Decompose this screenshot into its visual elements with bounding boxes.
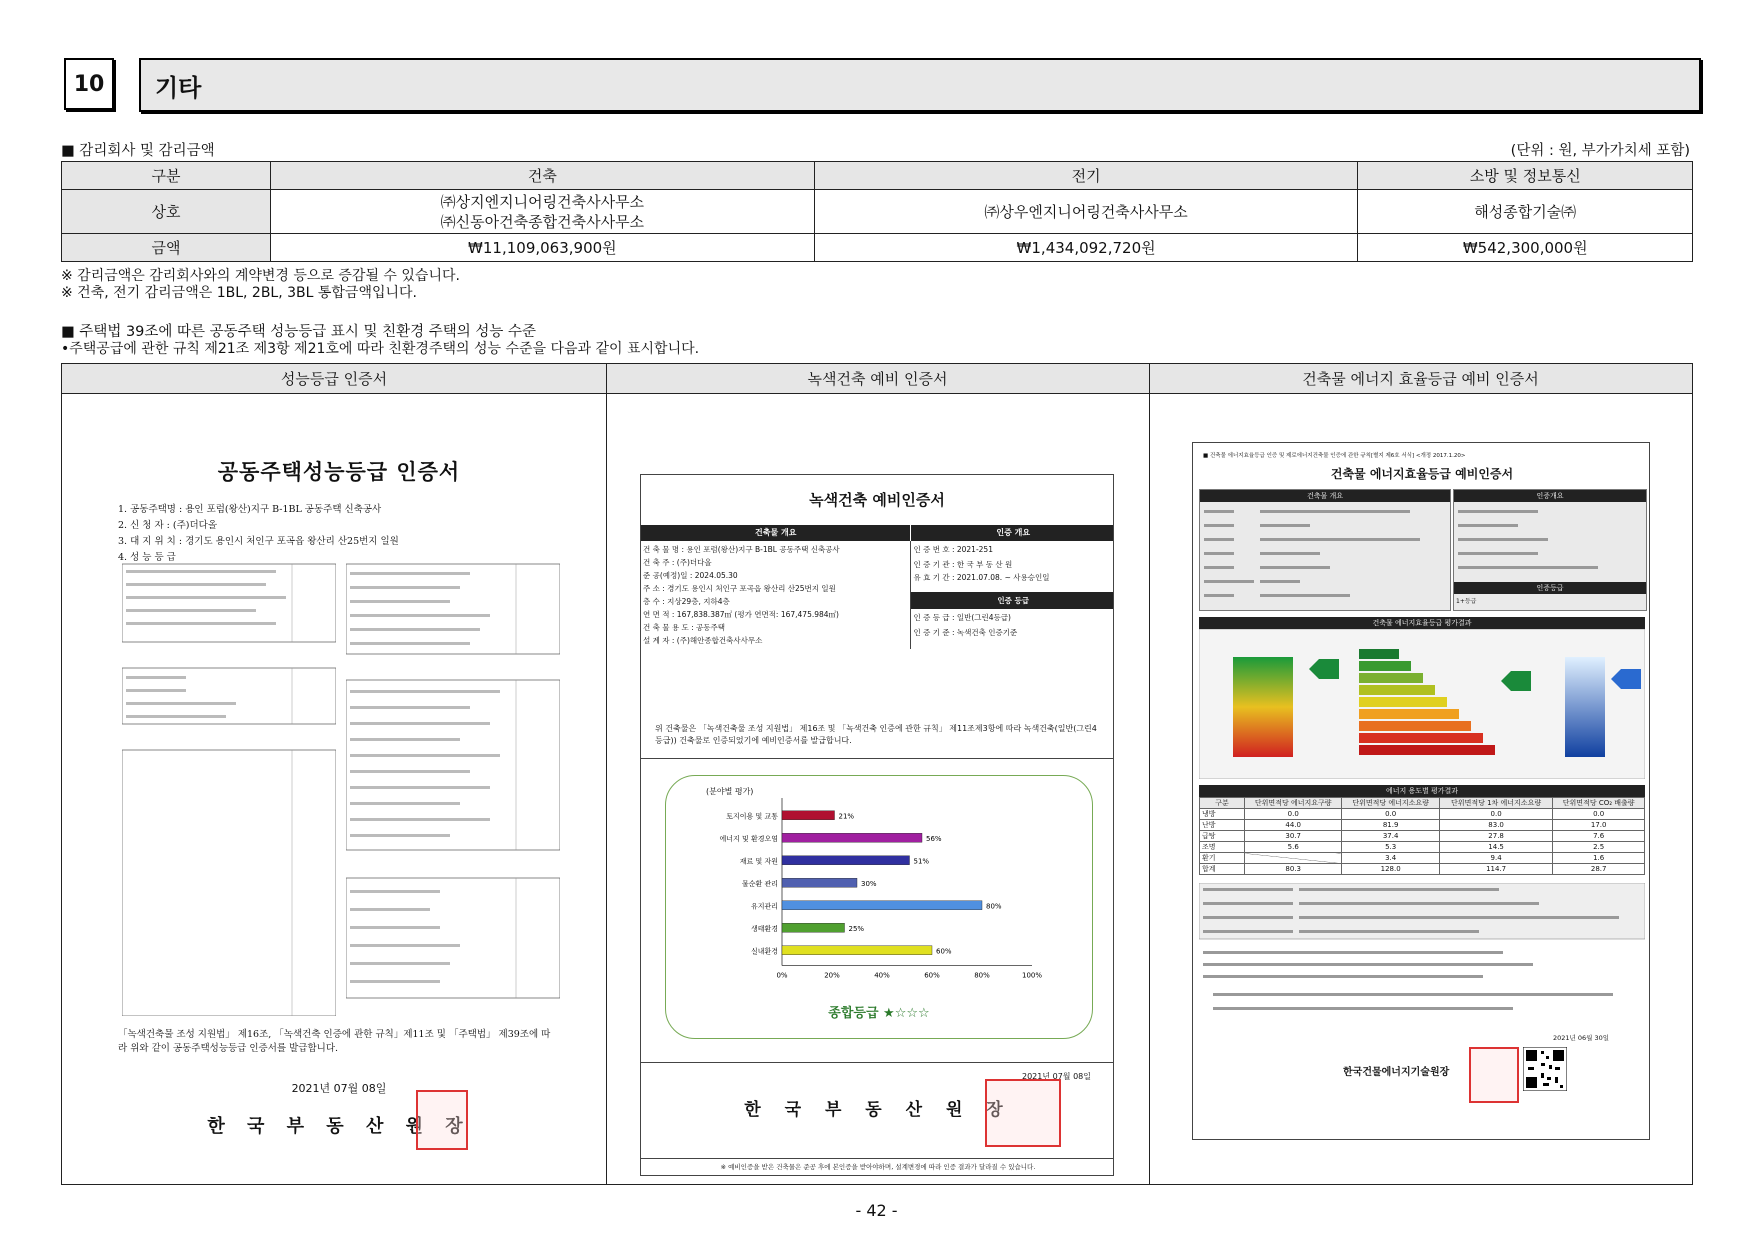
header-category: 구분: [62, 162, 271, 190]
cert2-cert-line: 인 증 등 급 : 일반(그린4등급): [913, 613, 1011, 622]
cert3-issuer: 한국건물에너지기술원장: [1343, 1067, 1450, 1078]
table-cell: 81.9: [1342, 820, 1439, 831]
table-cell: 조명: [1200, 842, 1245, 853]
energy-efficiency-certificate: [1192, 442, 1650, 1140]
cert2-cert-line: 유 효 기 간 : 2021.07.08. ~ 사용승인일: [913, 573, 1050, 582]
table-row: [1200, 864, 1645, 875]
category-label: 토지이용 및 교통: [726, 812, 778, 821]
bar-value-label: 80%: [986, 902, 1002, 911]
divider: [606, 364, 607, 1184]
table-cell: 단위면적당 에너지소요량: [1342, 798, 1439, 809]
cert2-issuer: 한 국 부 동 산 원 장: [744, 1100, 1012, 1120]
table-cell: [1245, 853, 1342, 864]
qr-code-icon: [1523, 1047, 1567, 1091]
bar-value-label: 51%: [913, 857, 930, 866]
cert1-title: 공동주택성능등급 인증서: [217, 460, 461, 484]
performance-subheading: •주택공급에 관한 규칙 제21조 제3항 제21호에 따라 친환경주택의 성능 수준을 다음과 같이 표시합니다.: [61, 341, 700, 357]
cert2-overview-line: 준 공(예정)일 : 2024.05.30: [643, 571, 738, 580]
page-number: - 42 -: [855, 1201, 898, 1220]
table-row: [1200, 831, 1645, 842]
supervision-heading: ■ 감리회사 및 감리금액: [61, 143, 215, 159]
bar: [782, 946, 932, 955]
category-label: 유지관리: [750, 902, 778, 911]
arch-company-2: ㈜신동아건축종합건축사사무소: [440, 212, 645, 231]
x-tick-label: 20%: [824, 971, 840, 980]
official-seal-icon: [416, 1090, 468, 1150]
table-cell: 2.5: [1553, 842, 1645, 853]
table-cell: 3.4: [1342, 853, 1439, 864]
cert2-overview-line: 건 축 물 용 도 : 공동주택: [643, 623, 726, 632]
header-architecture: 건축: [271, 162, 815, 190]
table-cell: 환기: [1200, 853, 1245, 864]
table-cell: 9.4: [1439, 853, 1552, 864]
table-cell: 단위면적당 에너지요구량: [1245, 798, 1342, 809]
usage-table: [1199, 797, 1645, 875]
category-label: 실내환경: [750, 947, 778, 956]
performance-headings: [61, 324, 699, 358]
fire-amount: ₩542,300,000원: [1358, 234, 1693, 262]
cert1-line: 1. 공동주택명 : 용인 포럼(왕산)지구 B-1BL 공동주택 신축공사: [118, 504, 382, 515]
elec-amount: ₩1,434,092,720원: [814, 234, 1358, 262]
cert2-cert-line: 인 증 기 관 : 한 국 부 동 산 원: [913, 560, 1013, 569]
table-cell: 5.3: [1342, 842, 1439, 853]
bar-value-label: 56%: [926, 834, 942, 843]
cert2-grade-head: 인증 등급: [911, 592, 1114, 609]
bar-value-label: 25%: [848, 924, 865, 933]
cert2-cert-line: 인 증 기 준 : 녹색건축 인증기준: [913, 628, 1018, 637]
performance-certificate: [108, 438, 570, 1168]
divider: [1149, 364, 1150, 1184]
green-building-certificate: [640, 474, 1114, 1176]
section-title: 기타: [139, 58, 1701, 112]
table-cell: 단위면적당 1차 에너지소요량: [1439, 798, 1552, 809]
arch-amount: ₩11,109,063,900원: [271, 234, 815, 262]
cert2-overview-line: 건 축 물 명 : 용인 포럼(왕산)지구 B-1BL 공동주택 신축공사: [643, 545, 840, 554]
table-row: [1200, 853, 1645, 864]
table-row: [1200, 820, 1645, 831]
table-cell: 30.7: [1245, 831, 1342, 842]
bar-value-label: 30%: [861, 879, 877, 888]
total-grade: 종합등급 ★☆☆☆: [828, 1006, 930, 1021]
cert3-top-note: ■ 건축물 에너지효율등급 인증 및 제로에너지건축물 인증에 관한 규칙[별지 제6호 서식] <개정 2017.1.20>: [1203, 453, 1466, 459]
cert1-line: 2. 신 청 자 : (주)더다올: [118, 520, 218, 531]
cert2-date: 2021년 07월 08일: [1022, 1072, 1091, 1081]
table-cell: 44.0: [1245, 820, 1342, 831]
cert3-overview-head: 건축물 개요: [1200, 490, 1450, 502]
bar: [782, 901, 982, 910]
cert2-overview-head: 건축물 개요: [641, 525, 910, 541]
table-row: [1200, 798, 1645, 809]
table-cell: 5.6: [1245, 842, 1342, 853]
section-number: 10: [64, 58, 114, 110]
cert3-cert-head: 인증개요: [1454, 490, 1646, 502]
table-cell: 0.0: [1439, 809, 1552, 820]
note-1: ※ 감리금액은 감리회사와의 계약변경 등으로 증감될 수 있습니다.: [61, 268, 460, 284]
bar-value-label: 21%: [838, 812, 855, 821]
bar: [782, 856, 910, 865]
bar-value-label: 60%: [936, 947, 952, 956]
divider: [641, 1158, 1114, 1159]
cert3-overview: [1199, 489, 1451, 611]
cert3-title: 건축물 에너지효율등급 예비인증서: [1330, 467, 1514, 481]
bar: [782, 923, 845, 932]
cert2-cert-head: 인증 개요: [910, 525, 1114, 541]
grade-tables-left: [122, 556, 336, 1016]
table-cell: 1.6: [1553, 853, 1645, 864]
amount-label: 금액: [62, 234, 271, 262]
category-label: 물순환 관리: [741, 879, 778, 888]
category-label: 생태환경: [750, 924, 778, 933]
table-cell: 28.7: [1553, 864, 1645, 875]
table-cell: 17.0: [1553, 820, 1645, 831]
cert1-date: 2021년 07월 08일: [291, 1082, 387, 1095]
cert2-overview-line: 층 수 : 지상29층, 지하4층: [643, 597, 730, 606]
unit-label: (단위 : 원, 부가가치세 포함): [1510, 143, 1690, 159]
divider: [641, 758, 1114, 759]
table-cell: 구분: [1200, 798, 1245, 809]
certificate-table: [61, 363, 1693, 1185]
x-tick-label: 60%: [924, 971, 940, 980]
cert1-line: 3. 대 지 위 치 : 경기도 용인시 처인구 포곡읍 왕산리 산25번지 일원: [118, 536, 399, 547]
arch-company-1: ㈜상지엔지니어링건축사사무소: [440, 192, 645, 211]
table-cell: 83.0: [1439, 820, 1552, 831]
category-label: 에너지 및 환경오염: [719, 834, 778, 843]
notes-block: [1199, 883, 1645, 1023]
supervision-table: [61, 161, 1693, 262]
x-tick-label: 80%: [974, 971, 990, 980]
bar: [782, 878, 857, 887]
col-performance-cert: 성능등급 인증서: [62, 364, 606, 394]
fire-company: 해성종합기술㈜: [1358, 190, 1693, 234]
cert3-usage-head: 에너지 용도별 평가결과: [1199, 785, 1645, 797]
cert2-statement: 위 건축물은 「녹색건축물 조성 지원법」 제16조 및 「녹색건축 인증에 관한 규칙」 제11조제3항에 따라 녹색건축(일반(그린4등급)) 건축물로 인증되었기에 예비인증서를 발급합니다.: [655, 724, 1097, 745]
supervision-notes: [61, 268, 460, 302]
table-cell: 0.0: [1553, 809, 1645, 820]
cert2-footnote: ※ 예비인증을 받은 건축물은 준공 후에 본인증을 받아야하며, 설계변경에 따라 인증 결과가 달라질 수 있습니다.: [720, 1163, 1036, 1171]
company-row: [62, 190, 1693, 234]
elec-company: ㈜상우엔지니어링건축사사무소: [814, 190, 1358, 234]
table-cell: 급탕: [1200, 831, 1245, 842]
divider: [641, 1062, 1114, 1063]
table-cell: 114.7: [1439, 864, 1552, 875]
bar: [782, 833, 922, 842]
table-row: [1200, 842, 1645, 853]
amount-row: [62, 234, 1693, 262]
x-tick-label: 0%: [776, 971, 788, 980]
table-cell: 37.4: [1342, 831, 1439, 842]
table-header-row: [62, 162, 1693, 190]
official-seal-icon: [985, 1079, 1061, 1147]
header-electric: 전기: [814, 162, 1358, 190]
company-label: 상호: [62, 190, 271, 234]
cert3-grade-value: 1+등급: [1456, 598, 1477, 605]
header-fire-it: 소방 및 정보통신: [1358, 162, 1693, 190]
cert2-overview-line: 건 축 주 : (주)더다올: [643, 558, 712, 567]
cert2-overview-line: 연 면 적 : 167,838.387㎡ (평가 연면적: 167,475.984㎡): [643, 610, 839, 619]
table-cell: 단위면적당 CO₂ 배출량: [1553, 798, 1645, 809]
performance-heading: ■ 주택법 39조에 따른 공동주택 성능등급 표시 및 친환경 주택의 성능 수준: [61, 324, 537, 340]
table-cell: 합계: [1200, 864, 1245, 875]
category-chart-frame: [665, 775, 1093, 1039]
cert2-overview-line: 설 계 자 : (주)해안종합건축사사무소: [643, 636, 763, 645]
chart-caption: (분야별 평가): [706, 787, 754, 796]
cert3-date: 2021년 06월 30일: [1552, 1034, 1609, 1042]
table-cell: 0.0: [1245, 809, 1342, 820]
cert2-title: 녹색건축 예비인증서: [809, 491, 945, 509]
col-energy-cert: 건축물 에너지 효율등급 예비 인증서: [1149, 364, 1692, 394]
cert1-issuer: 한 국 부 동 산 원 장: [207, 1116, 471, 1137]
cert3-cert-info: [1453, 489, 1647, 611]
cert1-line: 4. 성 능 등 급: [118, 552, 176, 563]
table-cell: 14.5: [1439, 842, 1552, 853]
table-cell: 난방: [1200, 820, 1245, 831]
cert3-grade-head: 인증등급: [1454, 582, 1646, 594]
cert3-eval-head: 건축물 에너지효율등급 평가결과: [1199, 617, 1645, 629]
table-cell: 냉방: [1200, 809, 1245, 820]
table-row: [1200, 809, 1645, 820]
category-label: 재료 및 자원: [739, 857, 778, 866]
x-tick-label: 40%: [874, 971, 890, 980]
note-2: ※ 건축, 전기 감리금액은 1BL, 2BL, 3BL 통합금액입니다.: [61, 285, 418, 301]
arch-companies: [271, 190, 815, 234]
cert1-footer: 「녹색건축물 조성 지원법」 제16조, 「녹색건축 인증에 관한 규칙」제11조 및 「주택법」 제39조에 따라 위와 같이 공동주택성능등급 인증서를 발급합니다.: [118, 1029, 551, 1054]
x-tick-label: 100%: [1021, 971, 1043, 980]
col-green-cert: 녹색건축 예비 인증서: [606, 364, 1149, 394]
table-cell: 0.0: [1342, 809, 1439, 820]
official-seal-icon: [1469, 1047, 1519, 1103]
energy-rating-graphic: [1199, 629, 1645, 779]
table-cell: 80.3: [1245, 864, 1342, 875]
grade-tables-right: [346, 556, 560, 1016]
cert2-overview-line: 주 소 : 경기도 용인시 처인구 포곡읍 왕산리 산25번지 일원: [643, 584, 836, 593]
bar: [782, 811, 835, 820]
table-cell: 128.0: [1342, 864, 1439, 875]
category-bar-chart: [666, 776, 1092, 1038]
cert2-cert-line: 인 증 번 호 : 2021-251: [913, 545, 993, 554]
table-cell: 27.8: [1439, 831, 1552, 842]
table-cell: 7.6: [1553, 831, 1645, 842]
